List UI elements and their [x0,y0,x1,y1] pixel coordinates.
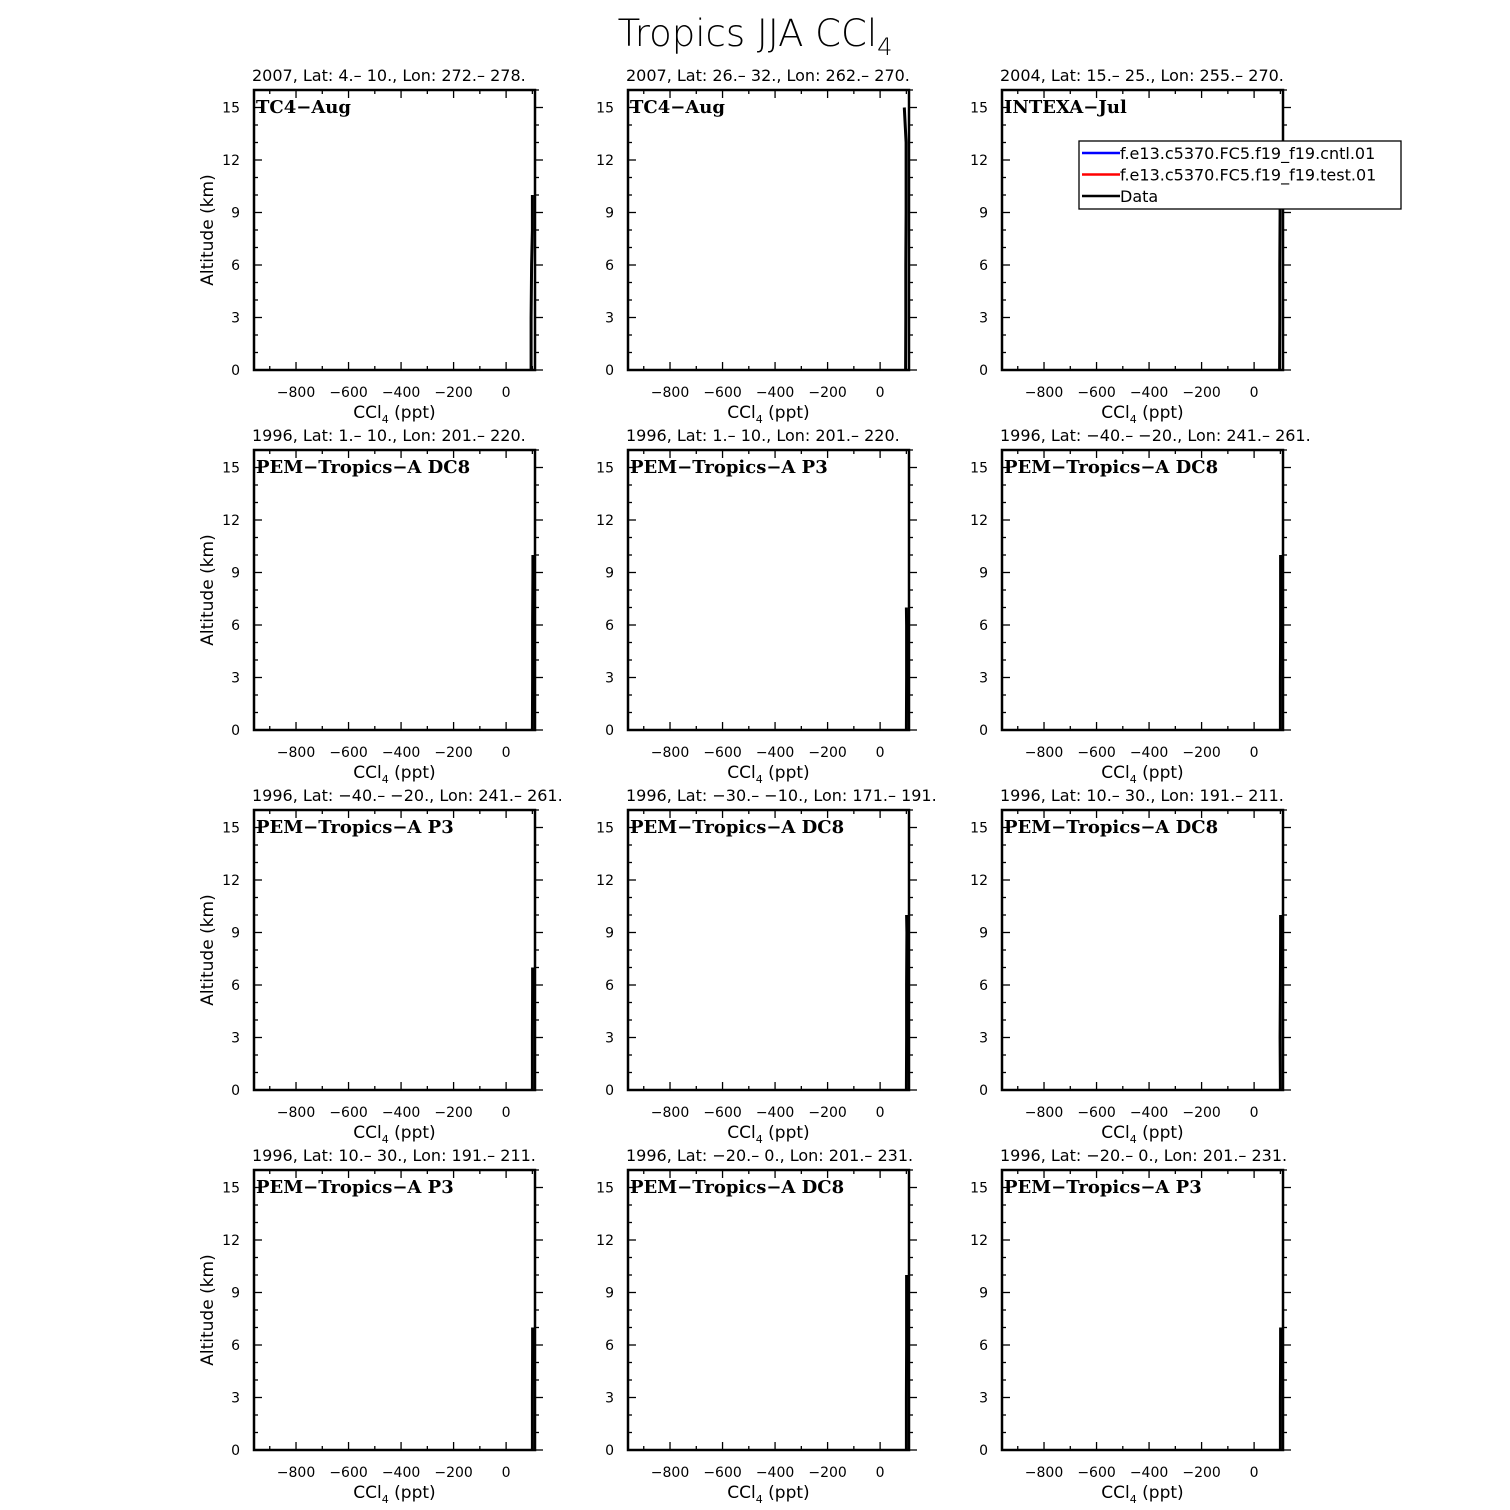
panel-5 [596,426,917,786]
x-axis-label: CCl$_4$ (ppt) [727,1483,810,1506]
x-tick-label: 0 [1249,1105,1259,1121]
x-tick-label: −200 [434,1465,473,1481]
y-tick-label: 3 [231,310,240,327]
y-tick-label: 12 [970,513,988,529]
data-profile-line [906,915,907,1090]
x-tick-label: −200 [808,745,847,761]
y-tick-label: 0 [979,723,988,739]
x-tick-label: −800 [650,745,690,761]
panel-header: 1996, Lat: −40.– −20., Lon: 241.– 261. [1000,426,1311,445]
y-tick-label: 9 [231,205,240,222]
y-tick-label: 12 [596,1233,614,1249]
plot-frame [254,90,535,370]
y-tick-label: 12 [222,513,240,529]
y-tick-label: 9 [979,925,988,942]
y-tick-label: 6 [979,978,988,994]
panel-11 [596,1146,917,1506]
y-tick-label: 6 [979,618,988,634]
y-tick-label: 9 [979,565,988,582]
x-tick-label: −400 [381,1105,421,1121]
data-profile-line [532,555,533,730]
y-tick-label: 6 [231,258,240,274]
x-axis-label: CCl$_4$ (ppt) [1101,1123,1184,1146]
y-tick-label: 15 [222,820,240,837]
y-tick-label: 12 [222,1233,240,1249]
figure-title-main: Tropics JJA CCl [617,12,878,55]
x-tick-label: −600 [1077,745,1116,761]
plot-frame [254,1170,535,1450]
campaign-label: TC4−Aug [630,97,725,118]
campaign-label: PEM−Tropics−A DC8 [1004,457,1219,478]
panel-header: 1996, Lat: −20.– 0., Lon: 201.– 231. [1000,1146,1288,1165]
panel-header: 1996, Lat: −30.– −10., Lon: 171.– 191. [626,786,937,805]
x-tick-label: −200 [808,385,847,401]
plot-frame [628,1170,909,1450]
legend [1079,141,1401,209]
x-tick-label: −800 [650,385,690,401]
y-tick-label: 3 [605,1030,614,1047]
y-axis-label: Altitude (km) [198,1254,218,1366]
x-axis-label: CCl$_4$ (ppt) [353,1123,436,1146]
panel-1 [198,66,543,426]
y-tick-label: 0 [605,1083,614,1099]
panel-header: 1996, Lat: 1.– 10., Lon: 201.– 220. [252,426,526,445]
x-tick-label: −800 [1024,1105,1064,1121]
y-tick-label: 6 [605,618,614,634]
x-tick-label: 0 [1249,385,1259,401]
panel-header: 1996, Lat: −40.– −20., Lon: 241.– 261. [252,786,563,805]
y-tick-label: 9 [605,565,614,582]
panel-header: 2007, Lat: 26.– 32., Lon: 262.– 270. [626,66,910,85]
x-tick-label: 0 [875,1465,885,1481]
campaign-label: PEM−Tropics−A DC8 [630,817,845,838]
y-tick-label: 6 [979,1338,988,1354]
data-profile-line [904,108,906,371]
y-tick-label: 9 [605,205,614,222]
y-tick-label: 9 [605,1285,614,1302]
x-tick-label: −200 [434,745,473,761]
campaign-label: PEM−Tropics−A P3 [256,817,454,838]
panel-10 [198,1146,543,1506]
x-tick-label: −600 [703,745,742,761]
x-tick-label: −800 [276,1465,316,1481]
panel-12 [970,1146,1291,1506]
y-tick-label: 0 [231,723,240,739]
y-tick-label: 15 [596,100,614,117]
plot-frame [628,810,909,1090]
x-axis-label: CCl$_4$ (ppt) [1101,763,1184,786]
y-tick-label: 0 [979,1083,988,1099]
panel-header: 2004, Lat: 15.– 25., Lon: 255.– 270. [1000,66,1284,85]
y-tick-label: 9 [231,925,240,942]
y-tick-label: 15 [596,460,614,477]
x-tick-label: −800 [1024,1465,1064,1481]
data-profile-line [1280,915,1281,1090]
x-tick-label: −400 [755,745,795,761]
campaign-label: PEM−Tropics−A P3 [1004,1177,1202,1198]
x-tick-label: −600 [1077,385,1116,401]
x-tick-label: −600 [329,385,368,401]
y-tick-label: 0 [605,1443,614,1459]
y-tick-label: 3 [979,310,988,327]
x-tick-label: −200 [1182,1105,1221,1121]
x-axis-label: CCl$_4$ (ppt) [727,1123,810,1146]
panel-header: 2007, Lat: 4.– 10., Lon: 272.– 278. [252,66,526,85]
plot-frame [254,810,535,1090]
x-axis-label: CCl$_4$ (ppt) [727,763,810,786]
x-tick-label: −200 [808,1465,847,1481]
x-tick-label: 0 [501,745,511,761]
y-tick-label: 9 [979,205,988,222]
plot-frame [628,450,909,730]
panel-header: 1996, Lat: 10.– 30., Lon: 191.– 211. [1000,786,1284,805]
x-tick-label: 0 [1249,745,1259,761]
x-tick-label: −200 [434,385,473,401]
x-tick-label: −600 [329,1465,368,1481]
x-axis-label: CCl$_4$ (ppt) [727,403,810,426]
panel-6 [970,426,1311,786]
x-tick-label: −400 [1129,1105,1169,1121]
y-tick-label: 0 [231,1083,240,1099]
y-tick-label: 12 [970,873,988,889]
panel-8 [596,786,937,1146]
x-tick-label: −200 [808,1105,847,1121]
y-tick-label: 15 [970,460,988,477]
x-tick-label: −600 [703,385,742,401]
panel-header: 1996, Lat: 10.– 30., Lon: 191.– 211. [252,1146,536,1165]
y-tick-label: 3 [979,1390,988,1407]
y-tick-label: 12 [596,873,614,889]
y-tick-label: 15 [596,820,614,837]
y-tick-label: 3 [231,1030,240,1047]
x-tick-label: 0 [875,745,885,761]
campaign-label: TC4−Aug [256,97,351,118]
y-tick-label: 6 [231,618,240,634]
y-axis-label: Altitude (km) [198,894,218,1006]
x-tick-label: 0 [501,1465,511,1481]
x-tick-label: −400 [381,1465,421,1481]
figure-title-subscript: 4 [877,33,893,61]
y-tick-label: 6 [605,978,614,994]
x-axis-label: CCl$_4$ (ppt) [1101,1483,1184,1506]
y-tick-label: 15 [970,820,988,837]
panel-header: 1996, Lat: 1.– 10., Lon: 201.– 220. [626,426,900,445]
x-tick-label: −200 [1182,745,1221,761]
x-tick-label: −800 [650,1105,690,1121]
panel-header: 1996, Lat: −20.– 0., Lon: 201.– 231. [626,1146,914,1165]
x-tick-label: −400 [1129,1465,1169,1481]
campaign-label: PEM−Tropics−A P3 [630,457,828,478]
y-tick-label: 3 [979,670,988,687]
y-tick-label: 12 [970,1233,988,1249]
x-tick-label: −800 [650,1465,690,1481]
x-tick-label: −400 [1129,385,1169,401]
campaign-label: PEM−Tropics−A P3 [256,1177,454,1198]
y-tick-label: 15 [970,1180,988,1197]
x-tick-label: −600 [703,1465,742,1481]
x-axis-label: CCl$_4$ (ppt) [1101,403,1184,426]
y-tick-label: 15 [222,1180,240,1197]
x-tick-label: 0 [501,1105,511,1121]
x-axis-label: CCl$_4$ (ppt) [353,403,436,426]
figure-title [618,12,893,61]
x-tick-label: −200 [434,1105,473,1121]
y-tick-label: 12 [596,153,614,169]
y-tick-label: 0 [605,363,614,379]
x-tick-label: −200 [1182,1465,1221,1481]
y-tick-label: 3 [231,670,240,687]
y-tick-label: 15 [222,100,240,117]
y-tick-label: 6 [605,258,614,274]
y-tick-label: 15 [970,100,988,117]
x-tick-label: −800 [1024,385,1064,401]
y-axis-label: Altitude (km) [198,174,218,286]
y-tick-label: 0 [231,363,240,379]
y-tick-label: 9 [231,565,240,582]
panel-grid [198,66,1311,1506]
y-axis-label: Altitude (km) [198,534,218,646]
x-axis-label: CCl$_4$ (ppt) [353,1483,436,1506]
y-tick-label: 6 [231,978,240,994]
campaign-label: INTEXA−Jul [1004,97,1127,118]
plot-frame [628,90,909,370]
x-tick-label: −400 [1129,745,1169,761]
x-tick-label: −400 [755,385,795,401]
x-tick-label: −800 [276,1105,316,1121]
y-tick-label: 0 [231,1443,240,1459]
y-tick-label: 3 [605,310,614,327]
x-tick-label: 0 [501,385,511,401]
legend-label: f.e13.c5370.FC5.f19_f19.test.01 [1120,165,1377,185]
campaign-label: PEM−Tropics−A DC8 [1004,817,1219,838]
panel-2 [596,66,917,426]
plot-frame [1002,810,1283,1090]
y-tick-label: 12 [596,513,614,529]
x-tick-label: −800 [276,385,316,401]
plot-frame [254,450,535,730]
y-tick-label: 12 [222,153,240,169]
plot-frame [1002,90,1283,370]
y-tick-label: 15 [222,460,240,477]
plot-frame [1002,1170,1283,1450]
x-tick-label: −400 [755,1105,795,1121]
y-tick-label: 12 [222,873,240,889]
y-tick-label: 0 [605,723,614,739]
plot-frame [1002,450,1283,730]
x-tick-label: −400 [381,385,421,401]
x-tick-label: −400 [755,1465,795,1481]
data-profile-line [531,195,532,370]
y-tick-label: 3 [231,1390,240,1407]
y-tick-label: 0 [979,363,988,379]
y-tick-label: 15 [596,1180,614,1197]
panel-7 [198,786,563,1146]
y-tick-label: 6 [605,1338,614,1354]
y-tick-label: 3 [605,1390,614,1407]
x-tick-label: −600 [329,1105,368,1121]
x-tick-label: −600 [1077,1105,1116,1121]
x-tick-label: 0 [1249,1465,1259,1481]
x-tick-label: −800 [276,745,316,761]
x-tick-label: 0 [875,1105,885,1121]
y-tick-label: 3 [605,670,614,687]
y-tick-label: 9 [231,1285,240,1302]
x-axis-label: CCl$_4$ (ppt) [353,763,436,786]
legend-label: Data [1120,187,1159,206]
x-tick-label: −600 [329,745,368,761]
x-tick-label: −200 [1182,385,1221,401]
x-tick-label: 0 [875,385,885,401]
y-tick-label: 0 [979,1443,988,1459]
x-tick-label: −600 [703,1105,742,1121]
x-tick-label: −400 [381,745,421,761]
panel-3 [970,66,1291,426]
campaign-label: PEM−Tropics−A DC8 [630,1177,845,1198]
x-tick-label: −800 [1024,745,1064,761]
y-tick-label: 12 [970,153,988,169]
x-tick-label: −600 [1077,1465,1116,1481]
y-tick-label: 9 [979,1285,988,1302]
legend-label: f.e13.c5370.FC5.f19_f19.cntl.01 [1120,144,1376,163]
y-tick-label: 9 [605,925,614,942]
y-tick-label: 6 [231,1338,240,1354]
y-tick-label: 6 [979,258,988,274]
y-tick-label: 3 [979,1030,988,1047]
panel-9 [970,786,1291,1146]
campaign-label: PEM−Tropics−A DC8 [256,457,471,478]
panel-4 [198,426,543,786]
